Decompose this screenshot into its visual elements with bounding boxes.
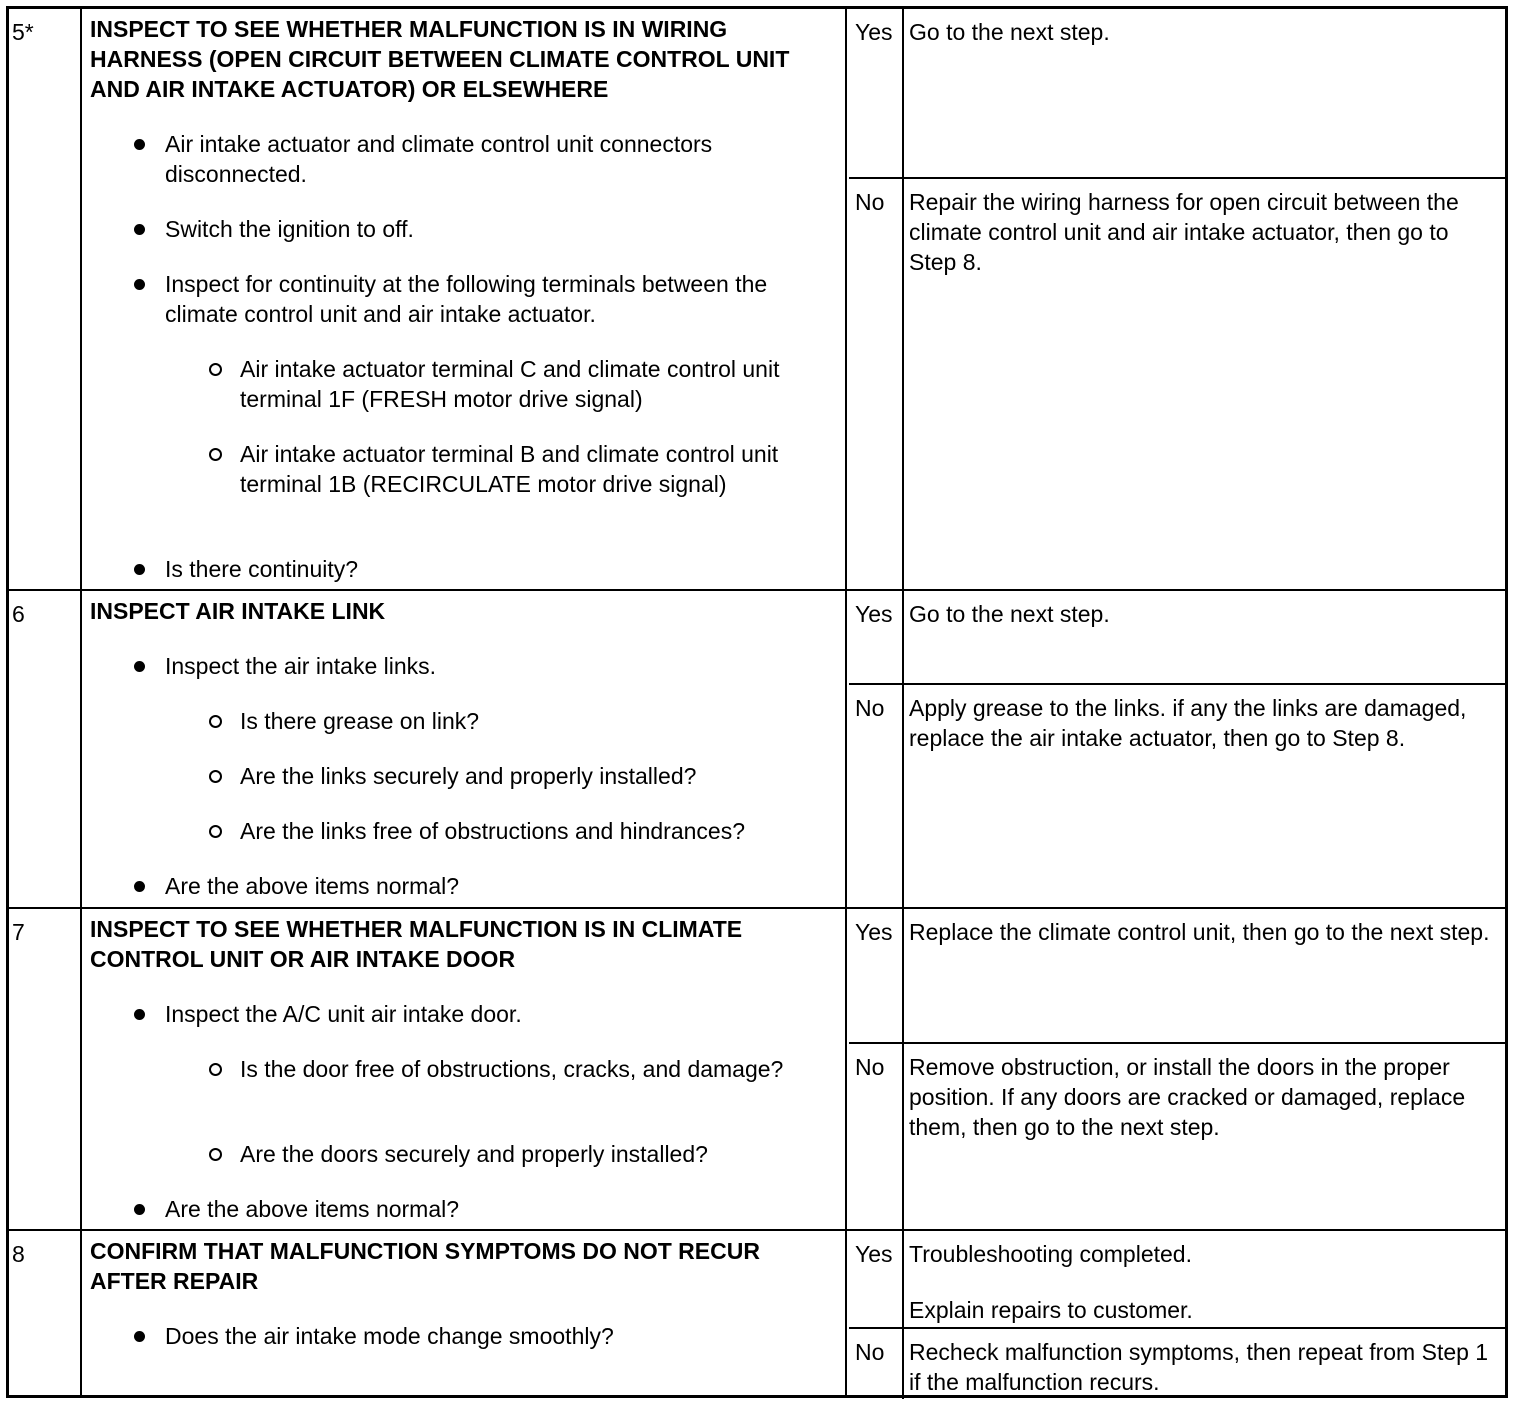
result-no-row bbox=[849, 1042, 1505, 1233]
step-title: CONFIRM THAT MALFUNCTION SYMPTOMS DO NOT RECUR AFTER REPAIR bbox=[90, 1238, 760, 1294]
result-no-row bbox=[849, 683, 1505, 911]
step-title: INSPECT TO SEE WHETHER MALFUNCTION IS IN CLIMATE CONTROL UNIT OR AIR INTAKE DOOR bbox=[90, 916, 743, 972]
no-action: Repair the wiring harness for open circuit between the climate control unit and air intake actuator, then go to Step 8. bbox=[909, 189, 1459, 275]
bullet-item: Air intake actuator and climate control unit connectors disconnected. bbox=[165, 129, 805, 189]
step-number: 8 bbox=[9, 1231, 82, 1397]
no-action: Apply grease to the links. if any the links are damaged, replace the air intake actuator, then go to Step 8. bbox=[909, 695, 1467, 751]
step-results bbox=[849, 1231, 1505, 1397]
step-number: 6 bbox=[9, 591, 82, 909]
step-procedure bbox=[84, 9, 847, 589]
step-title: INSPECT AIR INTAKE LINK bbox=[90, 598, 386, 624]
result-yes-row bbox=[849, 1231, 1505, 1327]
step-row-7 bbox=[9, 907, 1505, 1231]
bullet-item: Are the above items normal? bbox=[165, 1194, 805, 1224]
yes-label: Yes bbox=[849, 9, 904, 177]
bullet-item: Inspect the A/C unit air intake door. bbox=[165, 999, 805, 1029]
no-action: Recheck malfunction symptoms, then repeat from Step 1 if the malfunction recurs. bbox=[909, 1339, 1489, 1395]
result-yes-row bbox=[849, 9, 1505, 177]
yes-action-note: Explain repairs to customer. bbox=[909, 1297, 1193, 1323]
step-title: INSPECT TO SEE WHETHER MALFUNCTION IS IN WIRING HARNESS (OPEN CIRCUIT BETWEEN CLIMATE CONTROL UNIT AND AIR INTAKE ACTUATOR) OR ELSEWHERE bbox=[90, 16, 790, 102]
bullet-item: Inspect the air intake links. bbox=[165, 651, 805, 681]
result-yes-row bbox=[849, 591, 1505, 683]
troubleshooting-table bbox=[6, 6, 1508, 1398]
step-results bbox=[849, 9, 1505, 589]
bullet-item: Does the air intake mode change smoothly? bbox=[165, 1321, 805, 1351]
result-yes-row bbox=[849, 909, 1505, 1042]
bullet-item: Inspect for continuity at the following terminals between the climate control unit and air intake actuator. bbox=[165, 269, 805, 329]
step-procedure bbox=[84, 1231, 847, 1397]
bullet-item: Are the above items normal? bbox=[165, 871, 805, 901]
yes-action-block bbox=[906, 1231, 1505, 1325]
yes-label: Yes bbox=[849, 909, 904, 1042]
no-label: No bbox=[849, 685, 904, 911]
step-number: 5* bbox=[9, 9, 82, 589]
step-row-8 bbox=[9, 1229, 1505, 1397]
sub-bullet-item: Air intake actuator terminal B and climate control unit terminal 1B (RECIRCULATE motor drive signal) bbox=[240, 439, 820, 499]
yes-action: Go to the next step. bbox=[909, 601, 1110, 627]
no-label: No bbox=[849, 1044, 904, 1233]
no-label: No bbox=[849, 179, 904, 591]
step-number: 7 bbox=[9, 909, 82, 1231]
step-results bbox=[849, 591, 1505, 909]
step-procedure bbox=[84, 909, 847, 1231]
yes-action: Go to the next step. bbox=[909, 19, 1110, 45]
bullet-item: Switch the ignition to off. bbox=[165, 214, 805, 244]
result-no-row bbox=[849, 177, 1505, 591]
result-no-row bbox=[849, 1327, 1505, 1399]
sub-bullet-item: Are the links securely and properly installed? bbox=[240, 761, 820, 791]
sub-bullet-item: Is there grease on link? bbox=[240, 706, 820, 736]
sub-bullet-item: Is the door free of obstructions, cracks, and damage? bbox=[240, 1054, 820, 1084]
sub-bullet-item: Are the doors securely and properly installed? bbox=[240, 1139, 820, 1169]
step-results bbox=[849, 909, 1505, 1231]
yes-label: Yes bbox=[849, 1231, 904, 1327]
no-label: No bbox=[849, 1329, 904, 1399]
yes-action: Troubleshooting completed. bbox=[909, 1241, 1192, 1267]
yes-action: Replace the climate control unit, then go to the next step. bbox=[909, 919, 1490, 945]
bullet-item: Is there continuity? bbox=[165, 554, 805, 584]
no-action: Remove obstruction, or install the doors in the proper position. If any doors are cracked or damaged, replace them, then go to the next step. bbox=[909, 1054, 1466, 1140]
sub-bullet-item: Are the links free of obstructions and hindrances? bbox=[240, 816, 820, 846]
yes-label: Yes bbox=[849, 591, 904, 683]
sub-bullet-item: Air intake actuator terminal C and climate control unit terminal 1F (FRESH motor drive signal) bbox=[240, 354, 820, 414]
step-row-6 bbox=[9, 589, 1505, 909]
step-row-5 bbox=[9, 9, 1505, 589]
step-procedure bbox=[84, 591, 847, 909]
